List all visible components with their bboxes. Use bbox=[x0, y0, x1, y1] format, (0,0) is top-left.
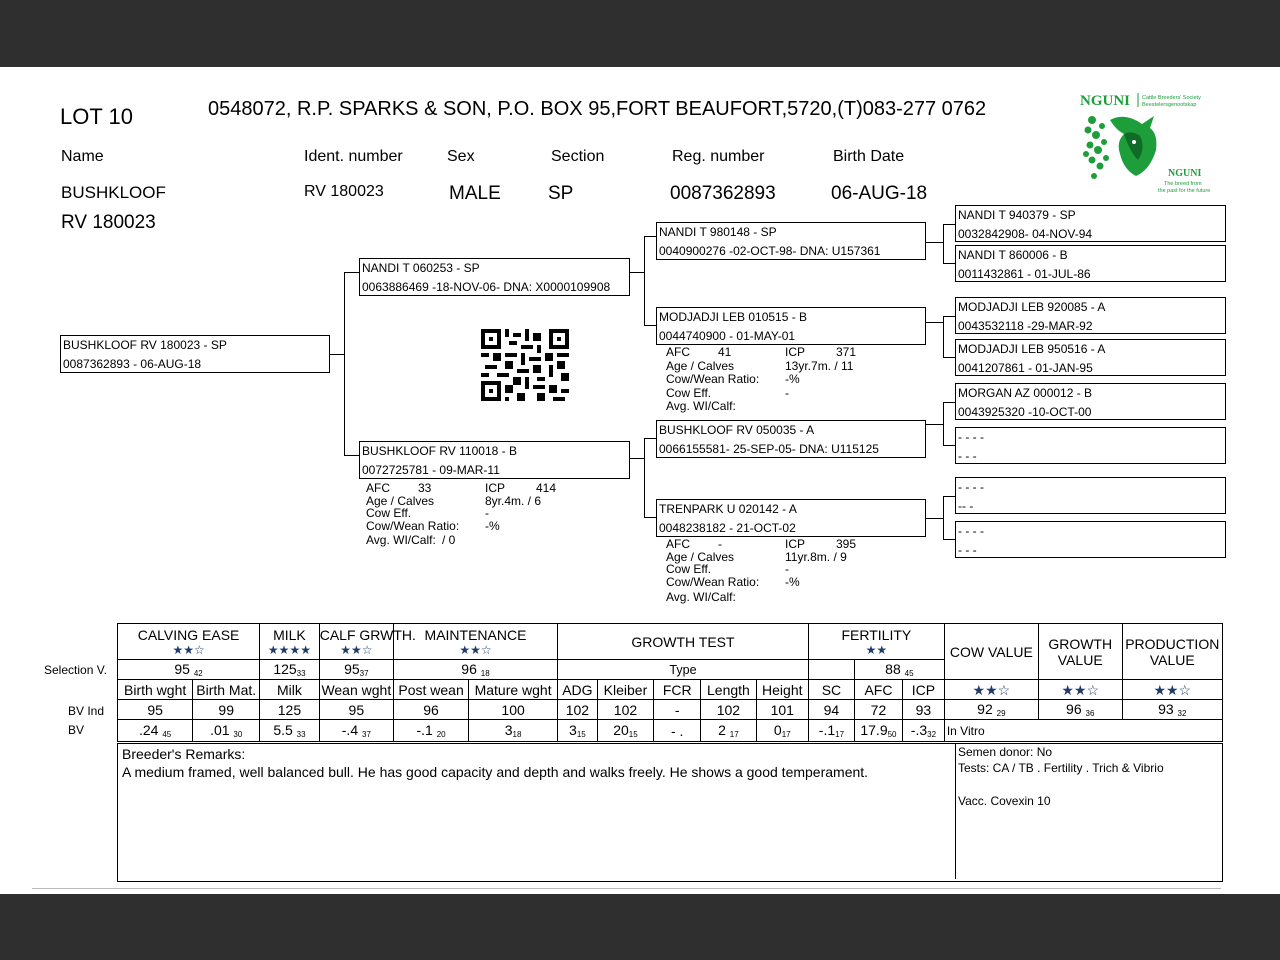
bv-ind-cell: 100 bbox=[469, 700, 558, 720]
pedigree-dam-sire bbox=[656, 420, 926, 458]
bv-cell bbox=[193, 720, 260, 742]
sel-maintenance bbox=[393, 660, 557, 680]
pedigree-line1: MODJADJI LEB 950516 - A bbox=[958, 342, 1106, 356]
col-header: Length bbox=[701, 680, 756, 700]
group-label: FERTILITY bbox=[841, 626, 912, 643]
bv-accuracy: 32 bbox=[927, 730, 937, 739]
perf-label: Age / Calves bbox=[366, 493, 435, 508]
qr-code-icon bbox=[481, 328, 569, 402]
perf-sire-dam bbox=[666, 346, 876, 414]
bv-cell bbox=[469, 720, 558, 742]
bull-head-icon bbox=[1110, 116, 1156, 176]
value-index: 96 bbox=[1066, 701, 1082, 717]
pedigree-sire-dam bbox=[656, 307, 926, 345]
sel-accuracy: 45 bbox=[904, 669, 914, 678]
bv-ind-cell: 72 bbox=[854, 700, 902, 720]
logo-society-af: Beestelersgenootskap bbox=[1142, 102, 1197, 108]
bv-cell bbox=[808, 720, 854, 742]
sel-value: 96 bbox=[461, 661, 477, 677]
perf-value: -% bbox=[785, 575, 800, 589]
pedigree-line2: - - - bbox=[958, 543, 977, 557]
bv-cell bbox=[654, 720, 701, 742]
value-index: 93 bbox=[1158, 701, 1174, 717]
group-label: PRODUCTION bbox=[1125, 635, 1220, 652]
logo-tagline-2: the past for the future bbox=[1158, 188, 1211, 194]
bv-ind-cell: 93 bbox=[902, 700, 944, 720]
cow-value-cell bbox=[944, 700, 1038, 720]
group-label: CALVING EASE bbox=[137, 626, 240, 643]
col-header: Kleiber bbox=[597, 680, 653, 700]
sel-value: 88 bbox=[885, 661, 901, 677]
semen-donor: Semen donor: No bbox=[958, 745, 1053, 759]
perf-value: / 0 bbox=[442, 533, 456, 547]
animal-ident: RV 180023 bbox=[304, 183, 384, 200]
perf-label: Avg. WI/Calf: bbox=[666, 399, 736, 413]
col-header: Post wean bbox=[393, 680, 468, 700]
sel-value: 95 bbox=[174, 661, 190, 677]
perf-label: ICP bbox=[785, 537, 806, 551]
group-maintenance bbox=[393, 624, 557, 660]
bv-accuracy: 50 bbox=[887, 730, 897, 739]
bv-ind-row bbox=[118, 700, 1223, 720]
in-vitro-cell: In Vitro bbox=[944, 720, 1222, 742]
pedigree-dss bbox=[955, 383, 1226, 420]
perf-label: Cow Eff. bbox=[666, 385, 712, 400]
perf-value: - bbox=[485, 506, 489, 520]
animal-name: BUSHKLOOF bbox=[61, 183, 166, 202]
col-header: Height bbox=[756, 680, 808, 700]
sel-calving-ease bbox=[118, 660, 260, 680]
bv-accuracy: 37 bbox=[362, 730, 371, 739]
perf-label: ICP bbox=[485, 481, 506, 495]
bv-accuracy: 17 bbox=[835, 730, 845, 739]
bv-value: 2 bbox=[718, 722, 726, 738]
growth-value-cell bbox=[1038, 700, 1122, 720]
pedigree-dam-dam bbox=[656, 499, 926, 537]
bv-value: 5.5 bbox=[273, 722, 293, 738]
pedigree-sdd bbox=[955, 339, 1226, 376]
pedigree-line1: - - - - bbox=[958, 524, 984, 538]
group-growth-value bbox=[1038, 624, 1122, 680]
sel-milk bbox=[260, 660, 320, 680]
bv-cell bbox=[854, 720, 902, 742]
label-reg: Reg. number bbox=[672, 148, 765, 165]
pedigree-line1: NANDI T 940379 - SP bbox=[958, 208, 1076, 222]
star-rating-icon: ★★ bbox=[865, 642, 888, 657]
value-index: 92 bbox=[977, 701, 993, 717]
perf-value: 395 bbox=[836, 537, 857, 551]
value-accuracy: 36 bbox=[1085, 709, 1095, 718]
bv-ind-cell: 102 bbox=[558, 700, 598, 720]
group-label: GROWTH bbox=[1048, 635, 1113, 652]
pedigree-line1: BUSHKLOOF RV 110018 - B bbox=[362, 444, 517, 458]
top-dark-bar bbox=[0, 0, 1280, 67]
sel-calf-growth bbox=[319, 660, 393, 680]
bv-ind-cell: 95 bbox=[319, 700, 393, 720]
pedigree-line1: NANDI T 060253 - SP bbox=[362, 261, 480, 275]
pedigree-line1: MORGAN AZ 000012 - B bbox=[958, 386, 1093, 400]
perf-value: - bbox=[785, 385, 789, 400]
perf-value: -% bbox=[785, 372, 800, 386]
bv-ind-cell: 101 bbox=[756, 700, 808, 720]
perf-label: AFC bbox=[666, 537, 690, 551]
logo-society-en: Cattle Breeders' Society bbox=[1142, 95, 1201, 101]
bv-cell bbox=[393, 720, 468, 742]
col-header: Birth Mat. bbox=[193, 680, 260, 700]
bv-accuracy: 15 bbox=[628, 730, 638, 739]
bv-value: 20 bbox=[613, 722, 629, 738]
perf-value: 33 bbox=[418, 481, 432, 495]
sel-accuracy: 18 bbox=[480, 669, 490, 678]
nguni-logo bbox=[1080, 90, 1212, 194]
pedigree-dam bbox=[359, 441, 630, 479]
perf-label: Cow/Wean Ratio: bbox=[666, 372, 760, 386]
perf-value: 414 bbox=[536, 481, 557, 495]
group-label: MILK bbox=[273, 626, 306, 643]
nguni-logo-graphic bbox=[1080, 90, 1212, 194]
perf-value: 13yr.7m. / 11 bbox=[785, 358, 854, 373]
pedigree-line2: 0044740900 - 01-MAY-01 bbox=[659, 329, 796, 343]
bv-value: .01 bbox=[210, 722, 230, 738]
pedigree-subject bbox=[60, 335, 330, 373]
animal-birth: 06-AUG-18 bbox=[831, 183, 928, 204]
remarks-divider bbox=[955, 744, 956, 879]
pedigree-sss bbox=[955, 205, 1226, 242]
bv-ind-cell: - bbox=[654, 700, 701, 720]
pedigree-line2: 0048238182 - 21-OCT-02 bbox=[659, 521, 796, 535]
perf-dam-dam bbox=[666, 538, 876, 605]
pedigree-line2: 0087362893 - 06-AUG-18 bbox=[63, 357, 202, 371]
group-production-value bbox=[1122, 624, 1222, 680]
perf-value: 41 bbox=[718, 345, 732, 359]
col-header: FCR bbox=[654, 680, 701, 700]
bv-ind-cell: 95 bbox=[118, 700, 193, 720]
lot-number: LOT 10 bbox=[60, 104, 133, 129]
bv-value: -.1 bbox=[416, 722, 433, 738]
pedigree-line2: 0043925320 -10-OCT-00 bbox=[958, 405, 1092, 419]
bv-cell bbox=[558, 720, 598, 742]
sel-fertility-blank bbox=[808, 660, 854, 680]
pedigree-line1: NANDI T 980148 - SP bbox=[659, 225, 777, 239]
perf-label: Avg. WI/Calf: bbox=[366, 533, 436, 547]
pedigree-line2: -- - bbox=[958, 499, 974, 513]
remarks-panel bbox=[117, 743, 1223, 882]
cow-value-stars-icon: ★★☆ bbox=[944, 680, 1038, 700]
pedigree-line1: BUSHKLOOF RV 050035 - A bbox=[659, 423, 815, 437]
bv-ind-cell: 102 bbox=[701, 700, 756, 720]
bv-cell bbox=[260, 720, 320, 742]
group-label: CALF GRWTH. bbox=[319, 626, 416, 643]
vaccination-info: Vacc. Covexin 10 bbox=[958, 794, 1051, 808]
tests-info: Tests: CA / TB . Fertility . Trich & Vibrio bbox=[958, 761, 1164, 775]
col-header: AFC bbox=[854, 680, 902, 700]
pedigree-line1: MODJADJI LEB 010515 - B bbox=[659, 310, 808, 324]
pedigree-line2: 0066155581- 25-SEP-05- DNA: U115125 bbox=[659, 442, 879, 456]
pedigree-ddd bbox=[955, 521, 1226, 558]
bv-cell bbox=[118, 720, 193, 742]
pedigree-sire-sire bbox=[656, 222, 926, 260]
sel-fertility bbox=[854, 660, 944, 680]
column-header-row bbox=[118, 680, 1223, 700]
bv-accuracy: 20 bbox=[436, 730, 446, 739]
pedigree-line2: 0063886469 -18-NOV-06- DNA: X0000109908 bbox=[362, 280, 611, 294]
bv-value: 3 bbox=[504, 722, 513, 738]
bv-ind-label: BV Ind bbox=[68, 704, 105, 718]
logo-tagline-1: The breed from bbox=[1164, 181, 1202, 187]
label-birth: Birth Date bbox=[833, 148, 905, 165]
bv-ind-cell: 96 bbox=[393, 700, 468, 720]
pedigree-line2: 0011432861 - 01-JUL-86 bbox=[958, 267, 1091, 281]
production-value-stars-icon: ★★☆ bbox=[1122, 680, 1222, 700]
col-header: ADG bbox=[558, 680, 598, 700]
bv-accuracy: 15 bbox=[576, 730, 586, 739]
animal-section: SP bbox=[548, 183, 574, 204]
perf-value: 371 bbox=[836, 345, 857, 359]
label-sex: Sex bbox=[447, 148, 475, 165]
bv-ind-cell: 99 bbox=[193, 700, 260, 720]
pedigree-line2: 0040900276 -02-OCT-98- DNA: U157361 bbox=[659, 244, 881, 258]
perf-value: -% bbox=[485, 518, 500, 533]
pedigree-sds bbox=[955, 297, 1226, 334]
growth-value-stars-icon: ★★☆ bbox=[1038, 680, 1122, 700]
breeding-value-table bbox=[117, 623, 1223, 742]
bv-accuracy: 33 bbox=[296, 730, 306, 739]
group-header-row bbox=[118, 624, 1223, 660]
bv-row bbox=[118, 720, 1223, 742]
bv-value: 0 bbox=[773, 722, 782, 738]
pedigree-line2: - - - bbox=[958, 449, 977, 463]
label-section: Section bbox=[551, 148, 605, 165]
label-name: Name bbox=[61, 148, 104, 165]
perf-value: 11yr.8m. / 9 bbox=[785, 550, 847, 564]
perf-label: AFC bbox=[666, 345, 690, 359]
bv-accuracy: 18 bbox=[512, 730, 522, 739]
perf-label: Age / Calves bbox=[666, 550, 735, 564]
pedigree-line1: TRENPARK U 020142 - A bbox=[659, 502, 797, 516]
leaf-cluster-icon bbox=[1083, 116, 1109, 179]
bv-label: BV bbox=[68, 723, 85, 737]
type-cell: Type bbox=[558, 660, 809, 680]
bv-value: - . bbox=[670, 722, 684, 739]
star-rating-icon: ★★☆ bbox=[459, 642, 492, 657]
bv-value: 17.9 bbox=[860, 722, 888, 738]
pedigree-line1: MODJADJI LEB 920085 - A bbox=[958, 300, 1106, 314]
bv-value: -.4 bbox=[341, 722, 359, 738]
remarks-title: Breeder's Remarks: bbox=[122, 746, 246, 762]
pedigree-line1: BUSHKLOOF RV 180023 - SP bbox=[63, 338, 227, 352]
bv-cell bbox=[756, 720, 808, 742]
perf-dam bbox=[366, 482, 576, 548]
perf-label: AFC bbox=[366, 481, 390, 495]
group-calf-growth bbox=[319, 624, 416, 660]
pedigree-dsd bbox=[955, 427, 1226, 464]
value-accuracy: 29 bbox=[996, 709, 1006, 718]
logo-brand-small: NGUNI bbox=[1168, 168, 1202, 179]
pedigree-sire bbox=[359, 258, 630, 296]
page-bottom-rule bbox=[32, 888, 1221, 889]
bv-ind-cell: 102 bbox=[597, 700, 653, 720]
star-rating-icon: ★★☆ bbox=[340, 642, 373, 657]
group-growth-test: GROWTH TEST bbox=[558, 624, 809, 660]
pedigree-line1: - - - - bbox=[958, 480, 984, 494]
star-rating-icon: ★★☆ bbox=[172, 642, 205, 657]
group-calving-ease bbox=[118, 624, 260, 660]
pedigree-ssd bbox=[955, 245, 1226, 282]
logo-brand-text: NGUNI bbox=[1080, 93, 1131, 109]
sel-accuracy: 37 bbox=[359, 669, 369, 678]
perf-value: - bbox=[785, 562, 789, 576]
breeder-address: 0548072, R.P. SPARKS & SON, P.O. BOX 95,FORT BEAUFORT,5720,(T)083-277 0762 bbox=[208, 98, 987, 120]
col-header: SC bbox=[808, 680, 854, 700]
col-header: Birth wght bbox=[118, 680, 193, 700]
pedigree-line1: - - - - bbox=[958, 430, 984, 444]
group-cow-value: COW VALUE bbox=[944, 624, 1038, 680]
bv-cell bbox=[701, 720, 756, 742]
pedigree-line1: NANDI T 860006 - B bbox=[958, 248, 1068, 262]
bv-cell bbox=[319, 720, 393, 742]
pedigree-line2: 0032842908- 04-NOV-94 bbox=[958, 227, 1093, 241]
col-header: Wean wght bbox=[319, 680, 393, 700]
value-accuracy: 32 bbox=[1177, 709, 1187, 718]
remarks-text: A medium framed, well balanced bull. He has good capacity and depth and walks freely. He shows a good temperament. bbox=[122, 764, 869, 780]
selection-label: Selection V. bbox=[44, 663, 107, 677]
bv-value: -.3 bbox=[910, 722, 928, 738]
bv-accuracy: 45 bbox=[162, 730, 172, 739]
star-rating-icon: ★★★★ bbox=[267, 642, 311, 657]
group-label: MAINTENANCE bbox=[424, 626, 527, 643]
bv-accuracy: 17 bbox=[781, 730, 791, 739]
bottom-dark-bar bbox=[0, 894, 1280, 960]
animal-reg: 0087362893 bbox=[670, 183, 776, 204]
bv-value: -.1 bbox=[818, 722, 836, 738]
animal-sex: MALE bbox=[449, 183, 501, 204]
perf-label: Cow Eff. bbox=[366, 506, 412, 520]
pedigree-dds bbox=[955, 477, 1226, 514]
bv-ind-cell: 125 bbox=[260, 700, 320, 720]
bv-cell bbox=[597, 720, 653, 742]
pedigree-line2: 0043532118 -29-MAR-92 bbox=[958, 319, 1093, 333]
col-header: ICP bbox=[902, 680, 944, 700]
bv-cell bbox=[902, 720, 944, 742]
perf-value: - bbox=[718, 537, 722, 551]
bv-accuracy: 17 bbox=[729, 730, 739, 739]
group-milk bbox=[260, 624, 320, 660]
bv-value: .24 bbox=[138, 722, 159, 738]
group-fertility bbox=[808, 624, 944, 660]
bv-accuracy: 30 bbox=[233, 730, 243, 739]
col-header: Milk bbox=[260, 680, 320, 700]
bv-value: 3 bbox=[569, 722, 577, 738]
perf-label: Avg. WI/Calf: bbox=[666, 590, 736, 604]
perf-label: ICP bbox=[785, 345, 806, 359]
pedigree-line2: 0041207861 - 01-JAN-95 bbox=[958, 361, 1093, 375]
perf-label: Age / Calves bbox=[666, 358, 735, 373]
animal-name-ident: RV 180023 bbox=[61, 212, 156, 233]
sel-value: 95 bbox=[344, 661, 360, 677]
sel-accuracy: 42 bbox=[193, 669, 203, 678]
group-label: VALUE bbox=[1149, 651, 1195, 668]
col-header: Mature wght bbox=[469, 680, 558, 700]
bv-ind-cell: 94 bbox=[808, 700, 854, 720]
perf-label: Cow/Wean Ratio: bbox=[366, 518, 460, 533]
pedigree-line2: 0072725781 - 09-MAR-11 bbox=[362, 463, 500, 477]
perf-value: 8yr.4m. / 6 bbox=[485, 493, 542, 508]
sel-accuracy: 33 bbox=[296, 669, 306, 678]
group-label: VALUE bbox=[1057, 651, 1103, 668]
sel-value: 125 bbox=[273, 661, 297, 677]
production-value-cell bbox=[1122, 700, 1222, 720]
perf-label: Cow Eff. bbox=[666, 562, 712, 576]
label-ident: Ident. number bbox=[304, 148, 403, 165]
perf-label: Cow/Wean Ratio: bbox=[666, 575, 760, 589]
